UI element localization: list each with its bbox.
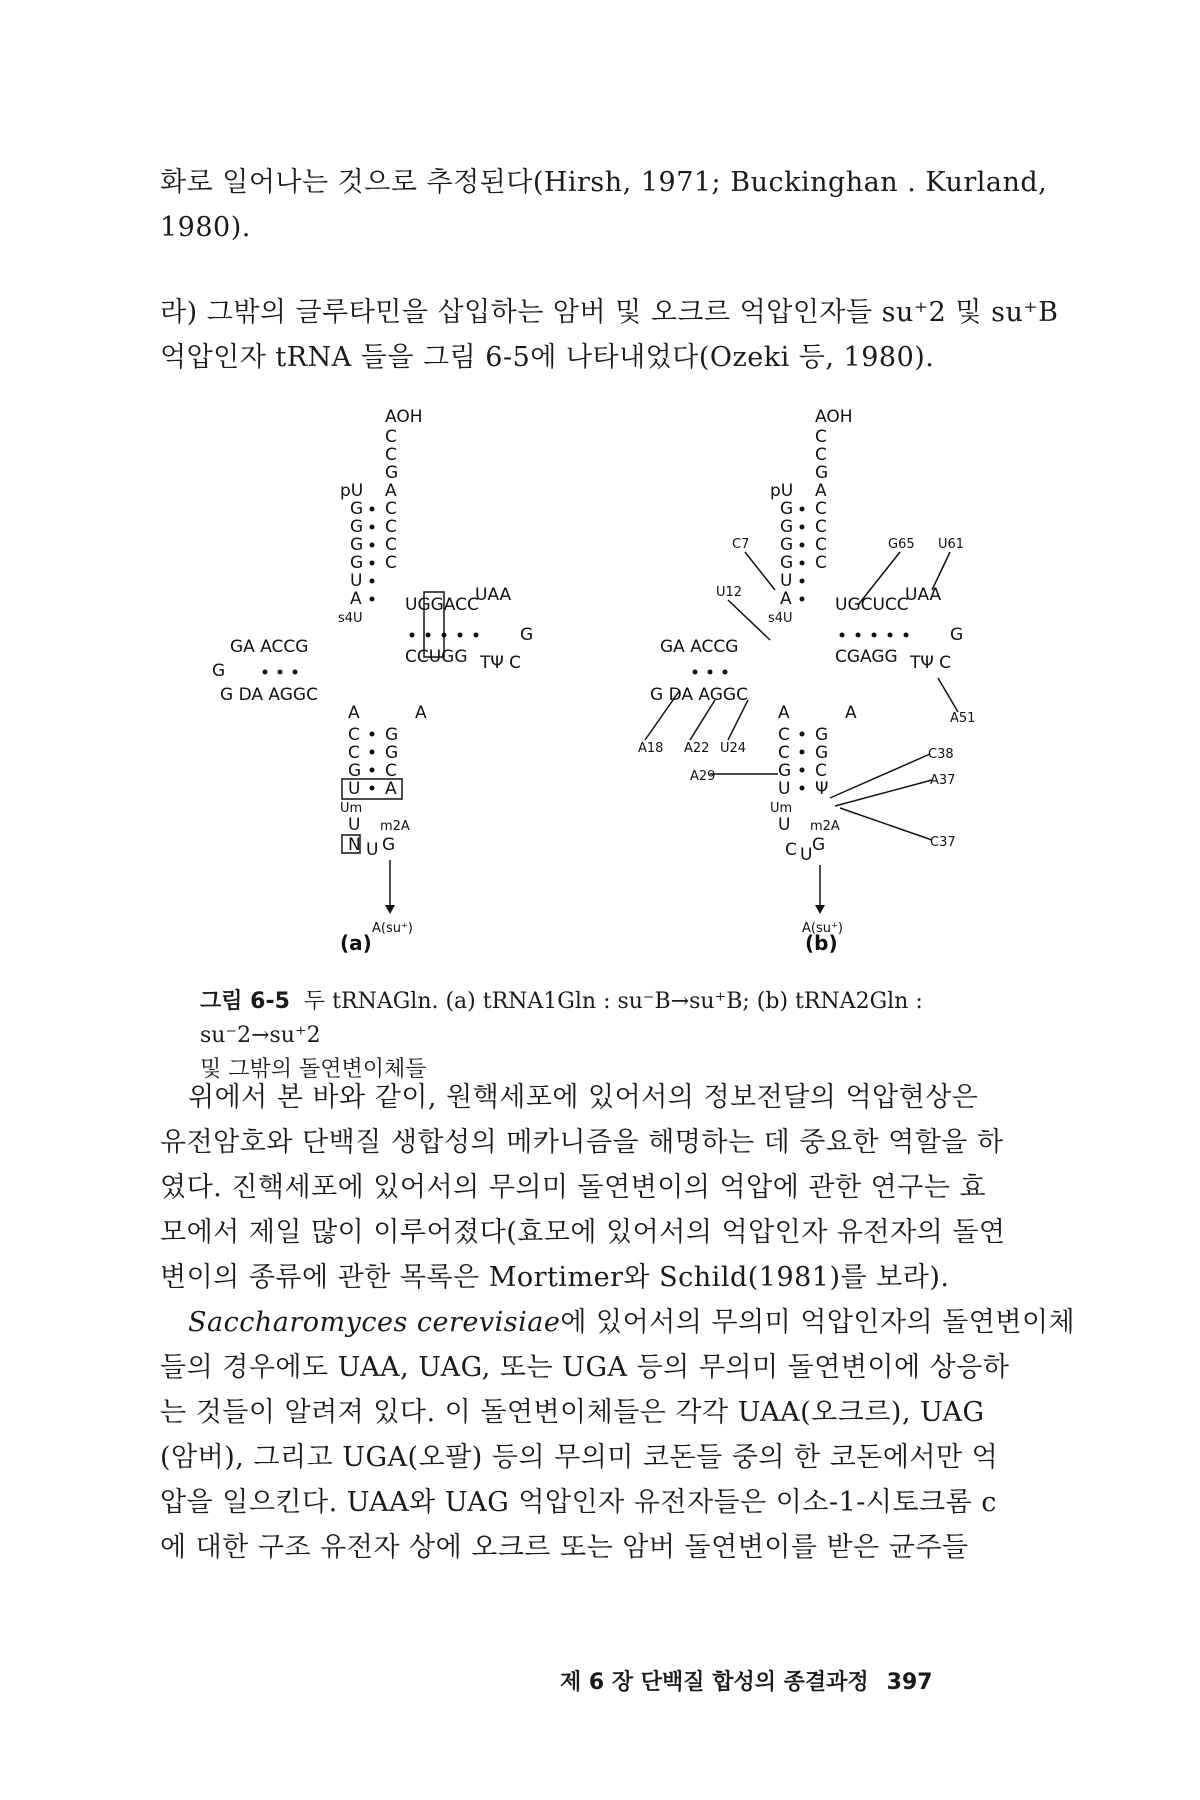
nt: G (385, 463, 399, 483)
t-arm-top: UGGACC (405, 595, 479, 615)
svg-text:C7: C7 (732, 537, 750, 552)
svg-text:G: G (815, 463, 829, 483)
text-line: 유전암호와 단백질 생합성의 메카니즘을 해명하는 데 중요한 역할을 하 (160, 1127, 1004, 1158)
svg-text:G: G (812, 835, 826, 855)
caption-line-2: 및 그밖의 돌연변이체들 (200, 1057, 427, 1082)
d-arm-bottom: G DA AGGC (220, 685, 318, 705)
svg-text:A: A (778, 703, 790, 723)
paragraph-suppressors (160, 290, 1059, 380)
svg-text:C: C (348, 725, 360, 745)
nt: U (350, 571, 363, 591)
svg-text:C: C (785, 840, 797, 860)
text-line: 1980). (160, 212, 251, 243)
svg-text:GA ACCG: GA ACCG (660, 637, 739, 657)
text-line: 였다. 진핵세포에 있어서의 무의미 돌연변이의 억압에 관한 연구는 효 (160, 1172, 987, 1203)
acceptor-5prime-b (770, 481, 793, 609)
svg-text:U: U (778, 779, 791, 799)
nt: C (385, 445, 397, 465)
nt: G (350, 517, 364, 537)
svg-text:G: G (780, 517, 794, 537)
svg-text:G: G (780, 499, 794, 519)
nt: G (350, 535, 364, 555)
text-line: 에 대한 구조 유전자 상에 오크르 또는 암버 돌연변이를 받은 균주들 (160, 1532, 969, 1563)
paragraph-continuation (160, 160, 1048, 250)
svg-text:UAA: UAA (905, 585, 942, 605)
svg-text:U: U (800, 845, 813, 865)
svg-text:m2A: m2A (810, 819, 840, 834)
svg-text:G: G (382, 835, 396, 855)
svg-text:pU: pU (770, 481, 794, 501)
svg-text:A: A (845, 703, 857, 723)
svg-text:s4U: s4U (768, 611, 793, 626)
svg-text:G65: G65 (888, 537, 915, 552)
species-name: Saccharomyces cerevisiae (188, 1307, 561, 1338)
svg-text:m2A: m2A (380, 819, 410, 834)
text-line: 화로 일어나는 것으로 추정된다(Hirsh, 1971; Buckinghan . Kurland, (160, 167, 1048, 198)
text-line: 들의 경우에도 UAA, UAG, 또는 UGA 등의 무의미 돌연변이에 상응하 (160, 1352, 1010, 1383)
nt: G (350, 553, 364, 573)
svg-text:TΨ C: TΨ C (910, 653, 952, 673)
t-arm-bottom: CCUGG (405, 647, 468, 667)
svg-text:U: U (348, 779, 361, 799)
figure-caption (200, 985, 1000, 1087)
text-line: 는 것들이 알려져 있다. 이 돌연변이체들은 각각 UAA(오크르), UAG (160, 1397, 985, 1428)
nt: pU (340, 481, 364, 501)
svg-text:A: A (348, 703, 360, 723)
svg-text:C: C (815, 499, 827, 519)
acceptor-5prime-a (340, 481, 363, 609)
svg-text:A: A (780, 589, 792, 609)
svg-text:A37: A37 (930, 773, 956, 788)
figure-number: 그림 6-5 (200, 989, 290, 1014)
svg-text:C: C (815, 445, 827, 465)
d-loop-g: G (212, 661, 226, 681)
d-arm-top: GA ACCG (230, 637, 309, 657)
svg-text:UGCUCC: UGCUCC (835, 595, 909, 615)
mutation-label-a: A(su⁺) (372, 921, 413, 936)
svg-text:A29: A29 (690, 769, 716, 784)
nt: C (385, 535, 397, 555)
caption-line-1 (200, 985, 1000, 1053)
svg-text:C: C (385, 761, 397, 781)
svg-text:C: C (815, 427, 827, 447)
anticodon-loop: U (366, 840, 379, 860)
svg-text:C38: C38 (928, 747, 954, 762)
panel-a-label: (a) (340, 931, 372, 955)
chapter-title: 제 6 장 단백질 합성의 종결과정 (560, 1670, 869, 1695)
svg-text:G: G (385, 743, 399, 763)
svg-text:G: G (815, 743, 829, 763)
t-loop-tpsi: TΨ C (480, 653, 522, 673)
text-line: 압을 일으킨다. UAA와 UAG 억압인자 유전자들은 이소-1-시토크롬 c (160, 1487, 997, 1518)
paragraph-body (160, 1075, 1076, 1570)
t-loop: UAA (475, 585, 512, 605)
svg-text:A: A (415, 703, 427, 723)
svg-text:C: C (815, 535, 827, 555)
panel-b-label: (b) (805, 931, 838, 955)
svg-text:CGAGG: CGAGG (835, 647, 898, 667)
trna-figure (190, 400, 1010, 960)
text-line: 변이의 종류에 관한 목록은 Mortimer와 Schild(1981)를 보라). (160, 1262, 950, 1293)
svg-text:U12: U12 (716, 585, 743, 600)
svg-text:U: U (780, 571, 793, 591)
svg-text:G: G (815, 725, 829, 745)
t-loop-g: G (520, 625, 534, 645)
svg-text:AOH: AOH (815, 407, 853, 427)
svg-text:G: G (348, 761, 362, 781)
svg-text:A: A (385, 779, 397, 799)
acceptor-3prime-b (815, 407, 853, 573)
base-pair-dots-a (370, 507, 375, 602)
svg-text:G: G (780, 535, 794, 555)
svg-text:Ψ: Ψ (815, 779, 829, 799)
nt: C (385, 499, 397, 519)
svg-text:A22: A22 (684, 741, 710, 756)
nt: A (350, 589, 362, 609)
page-number: 397 (886, 1670, 933, 1695)
anticodon-stem-3-b (810, 703, 857, 855)
svg-text:U: U (778, 815, 791, 835)
svg-text:G: G (780, 553, 794, 573)
nt: AOH (385, 407, 423, 427)
text-line: 억압인자 tRNA 들을 그림 6-5에 나타내었다(Ozeki 등, 1980). (160, 342, 935, 373)
svg-text:A51: A51 (950, 711, 976, 726)
nt: C (385, 553, 397, 573)
acceptor-3prime-a (385, 407, 423, 573)
svg-text:C: C (815, 553, 827, 573)
panel-a (212, 407, 533, 955)
svg-text:C: C (778, 743, 790, 763)
text-line: 위에서 본 바와 같이, 원핵세포에 있어서의 정보전달의 억압현상은 (188, 1082, 979, 1113)
svg-text:U24: U24 (720, 741, 747, 756)
svg-text:A: A (815, 481, 827, 501)
text-line: 라) 그밖의 글루타민을 삽입하는 암버 및 오크르 억압인자들 su⁺2 및 su⁺B (160, 297, 1059, 328)
svg-text:C: C (348, 743, 360, 763)
svg-text:G DA AGGC: G DA AGGC (650, 685, 748, 705)
svg-text:G: G (778, 761, 792, 781)
nt: A (385, 481, 397, 501)
svg-text:C37: C37 (930, 835, 956, 850)
svg-text:C: C (778, 725, 790, 745)
text-line: Saccharomyces cerevisiae에 있어서의 무의미 억압인자의 돌연변이체 (188, 1307, 1076, 1338)
um-label: Um (340, 801, 363, 816)
svg-text:Um: Um (770, 801, 793, 816)
svg-text:U: U (348, 815, 361, 835)
trna-cloverleaf-diagram (190, 400, 1010, 960)
svg-text:A18: A18 (638, 741, 664, 756)
svg-text:C: C (815, 517, 827, 537)
text-line: (암버), 그리고 UGA(오팔) 등의 무의미 코돈들 중의 한 코돈에서만 억 (160, 1442, 999, 1473)
svg-text:G: G (385, 725, 399, 745)
caption-text: 두 tRNAGln. (a) tRNA1Gln : su⁻B→su⁺B; (b) tRNA2Gln : su⁻2→su⁺2 (200, 989, 923, 1048)
page-footer (560, 1665, 933, 1696)
svg-text:N: N (348, 835, 361, 855)
s4u-label: s4U (338, 611, 363, 626)
svg-text:U61: U61 (938, 537, 965, 552)
panel-b (638, 407, 975, 955)
nt: G (350, 499, 364, 519)
svg-text:C: C (815, 761, 827, 781)
svg-text:G: G (950, 625, 964, 645)
nt: C (385, 517, 397, 537)
anticodon-stem-5-b (778, 703, 797, 860)
svg-text:A(su⁺): A(su⁺) (802, 921, 843, 936)
text-line: 모에서 제일 많이 이루어졌다(효모에 있어서의 억압인자 유전자의 돌연 (160, 1217, 1006, 1248)
nt: C (385, 427, 397, 447)
